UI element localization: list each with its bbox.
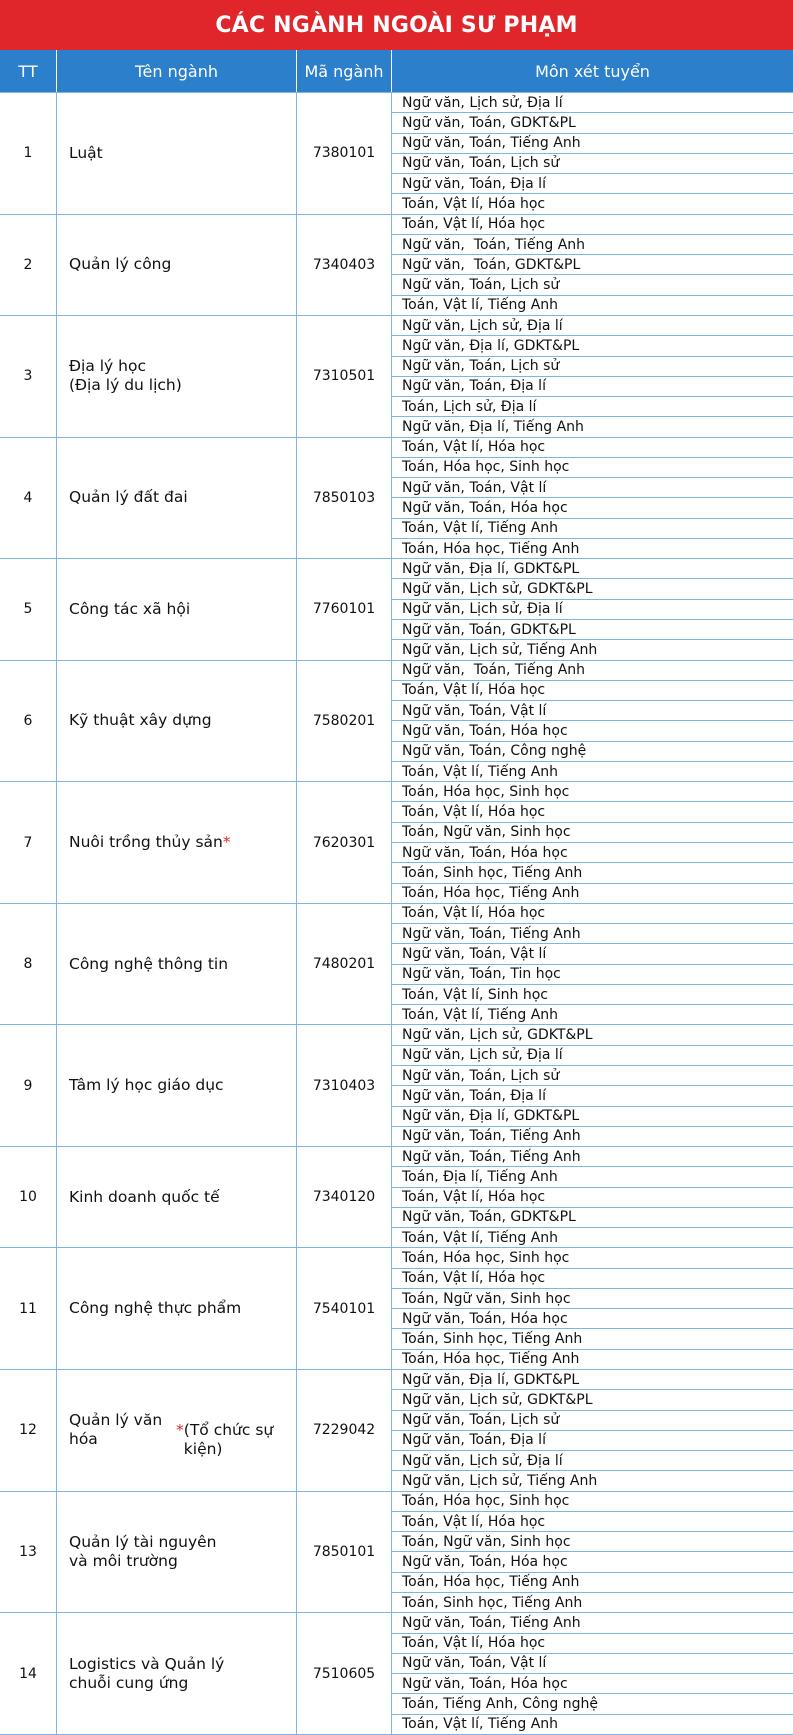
subject-combination: Ngữ văn, Địa lí, GDKT&PL xyxy=(392,335,793,355)
program-name: Kinh doanh quốc tế xyxy=(69,1187,220,1206)
header-tt: TT xyxy=(18,61,38,81)
table-row xyxy=(0,1024,793,1146)
subject-combination: Ngữ văn, Địa lí, GDKT&PL xyxy=(402,1371,580,1388)
subject-combination: Toán, Sinh học, Tiếng Anh xyxy=(392,1592,793,1612)
subject-combination: Toán, Hóa học, Sinh học xyxy=(402,1250,570,1267)
program-name: Địa lý học (Địa lý du lịch) xyxy=(69,357,182,395)
subject-combination: Toán, Hóa học, Tiếng Anh xyxy=(392,538,793,558)
subject-combination: Ngữ văn, Toán, Vật lí xyxy=(392,477,793,497)
subject-combination: Toán, Hóa học, Sinh học xyxy=(392,457,793,477)
program-code: 7620301 xyxy=(296,782,391,903)
program-name-cell xyxy=(56,782,296,903)
table-row xyxy=(0,1247,793,1369)
subject-combination: Ngữ văn, Toán, Công nghệ xyxy=(392,741,793,761)
subject-combination: Ngữ văn, Địa lí, GDKT&PL xyxy=(392,1106,793,1126)
table-row xyxy=(0,781,793,903)
subject-combination: Ngữ văn, Toán, Hóa học xyxy=(392,1673,793,1693)
asterisk-marker: * xyxy=(222,833,231,851)
subject-combination: Ngữ văn, Toán, Tin học xyxy=(392,964,793,984)
subject-combination: Ngữ văn, Toán, Tiếng Anh xyxy=(402,1148,581,1165)
subject-combination: Ngữ văn, Toán, Tiếng Anh xyxy=(402,1614,581,1631)
program-code: 7850103 xyxy=(296,438,391,559)
subject-combination: Ngữ văn, Toán, Tiếng Anh xyxy=(402,662,586,679)
page-title: CÁC NGÀNH NGOÀI SƯ PHẠM xyxy=(215,12,578,38)
program-code: 7760101 xyxy=(296,559,391,659)
program-code: 7310403 xyxy=(296,1025,391,1146)
program-name: Quản lý công xyxy=(69,255,172,274)
header-subjects: Môn xét tuyển xyxy=(391,50,793,92)
subject-combinations xyxy=(391,215,793,315)
subject-combination: Ngữ văn, Toán, GDKT&PL xyxy=(392,619,793,639)
subject-combination: Toán, Địa lí, Tiếng Anh xyxy=(392,1166,793,1186)
program-name: Quản lý đất đai xyxy=(69,488,188,507)
row-number: 14 xyxy=(19,1665,37,1682)
row-number: 1 xyxy=(23,145,33,162)
table-row xyxy=(0,92,793,214)
subject-combination: Ngữ văn, Toán, GDKT&PL xyxy=(392,112,793,132)
subject-combination: Ngữ văn, Toán, Lịch sử xyxy=(392,1410,793,1430)
subject-combinations xyxy=(391,438,793,559)
program-name-cell xyxy=(56,1025,296,1146)
program-name: Quản lý tài nguyên và môi trường xyxy=(69,1532,217,1570)
subject-combination: Ngữ văn, Địa lí, Tiếng Anh xyxy=(392,416,793,436)
row-number: 2 xyxy=(23,256,33,273)
subject-combination: Toán, Vật lí, Hóa học xyxy=(392,1187,793,1207)
program-name-cell xyxy=(56,438,296,559)
row-number: 6 xyxy=(23,712,33,729)
program-name-cell xyxy=(56,1613,296,1734)
subject-combination: Ngữ văn, Toán, Vật lí xyxy=(392,1653,793,1673)
program-name: Logistics và Quản lý chuỗi cung ứng xyxy=(69,1654,225,1692)
subject-combination: Ngữ văn, Lịch sử, Địa lí xyxy=(402,317,563,334)
program-name-cell xyxy=(56,1370,296,1491)
subject-combination: Ngữ văn, Toán, Hóa học xyxy=(392,1551,793,1571)
program-code: 7510605 xyxy=(296,1613,391,1734)
table-row xyxy=(0,1491,793,1613)
program-name-cell xyxy=(56,661,296,782)
subject-combination: Toán, Vật lí, Sinh học xyxy=(392,984,793,1004)
subject-combination: Ngữ văn, Lịch sử, Tiếng Anh xyxy=(392,639,793,659)
program-code: 7310501 xyxy=(296,316,391,437)
subject-combination: Toán, Vật lí, Hóa học xyxy=(402,216,546,233)
subject-combination: Ngữ văn, Lịch sử, Địa lí xyxy=(392,599,793,619)
program-name: Luật xyxy=(69,143,103,162)
program-name: Kỹ thuật xây dựng xyxy=(69,711,212,730)
subject-combination: Ngữ văn, Toán, Địa lí xyxy=(392,1085,793,1105)
program-name-cell xyxy=(56,559,296,659)
subject-combination: Toán, Hóa học, Tiếng Anh xyxy=(392,1572,793,1592)
program-name: Nuôi trồng thủy sản xyxy=(69,833,223,851)
subject-combination: Ngữ văn, Lịch sử, Địa lí xyxy=(402,94,563,111)
table-row xyxy=(0,315,793,437)
subject-combination: Toán, Vật lí, Hóa học xyxy=(392,680,793,700)
table-row xyxy=(0,214,793,315)
row-number: 13 xyxy=(19,1543,37,1560)
subject-combination: Toán, Vật lí, Hóa học xyxy=(392,193,793,213)
row-number: 11 xyxy=(19,1300,37,1317)
row-number: 3 xyxy=(23,368,33,385)
program-name: Quản lý văn hóa xyxy=(69,1411,163,1449)
table-row xyxy=(0,1612,793,1734)
table-row xyxy=(0,437,793,559)
table-row xyxy=(0,1369,793,1491)
header-code: Mã ngành xyxy=(296,50,391,92)
table-row xyxy=(0,660,793,782)
program-code: 7229042 xyxy=(296,1370,391,1491)
subject-combination: Toán, Vật lí, Tiếng Anh xyxy=(392,1004,793,1024)
program-code: 7480201 xyxy=(296,904,391,1025)
subject-combination: Toán, Vật lí, Hóa học xyxy=(392,801,793,821)
subject-combination: Ngữ văn, Toán, Lịch sử xyxy=(392,153,793,173)
asterisk-marker: * xyxy=(176,1420,184,1439)
program-name-cell xyxy=(56,1248,296,1369)
program-code: 7540101 xyxy=(296,1248,391,1369)
program-code: 7340120 xyxy=(296,1147,391,1247)
subject-combination: Ngữ văn, Toán, Vật lí xyxy=(392,943,793,963)
subject-combination: Toán, Sinh học, Tiếng Anh xyxy=(392,1328,793,1348)
subject-combination: Toán, Sinh học, Tiếng Anh xyxy=(392,862,793,882)
subject-combination: Toán, Vật lí, Hóa học xyxy=(402,905,546,922)
header-name: Tên ngành xyxy=(56,50,296,92)
page-title-banner xyxy=(0,0,793,50)
row-number: 12 xyxy=(19,1422,37,1439)
program-name-cell xyxy=(56,93,296,214)
subject-combination: Ngữ văn, Toán, Lịch sử xyxy=(392,356,793,376)
subject-combinations xyxy=(391,1248,793,1369)
subject-combination: Toán, Vật lí, Hóa học xyxy=(392,1511,793,1531)
subject-combination: Ngữ văn, Toán, Lịch sử xyxy=(392,1065,793,1085)
subject-combination: Ngữ văn, Lịch sử, Địa lí xyxy=(392,1450,793,1470)
subject-combination: Toán, Vật lí, Hóa học xyxy=(392,1633,793,1653)
subject-combination: Toán, Tiếng Anh, Công nghệ xyxy=(392,1693,793,1713)
subject-combinations xyxy=(391,93,793,214)
subject-combination: Toán, Ngữ văn, Sinh học xyxy=(392,1288,793,1308)
row-number: 5 xyxy=(23,601,33,618)
subject-combination: Ngữ văn, Toán, Hóa học xyxy=(392,842,793,862)
program-code: 7580201 xyxy=(296,661,391,782)
subject-combination: Ngữ văn, Toán, Tiếng Anh xyxy=(392,1126,793,1146)
subject-combination: Toán, Ngữ văn, Sinh học xyxy=(392,822,793,842)
table-row xyxy=(0,558,793,659)
program-name: Công nghệ thực phẩm xyxy=(69,1299,242,1318)
subject-combination: Toán, Hóa học, Tiếng Anh xyxy=(392,883,793,903)
subject-combination: Toán, Hóa học, Tiếng Anh xyxy=(392,1349,793,1369)
subject-combinations xyxy=(391,316,793,437)
subject-combination: Toán, Vật lí, Hóa học xyxy=(392,1268,793,1288)
subject-combination: Ngữ văn, Lịch sử, GDKT&PL xyxy=(402,1027,593,1044)
subject-combination: Ngữ văn, Toán, Tiếng Anh xyxy=(392,923,793,943)
subject-combinations xyxy=(391,1613,793,1734)
subject-combination: Toán, Hóa học, Sinh học xyxy=(402,783,570,800)
subject-combinations xyxy=(391,559,793,659)
row-number: 9 xyxy=(23,1077,33,1094)
subject-combinations xyxy=(391,1147,793,1247)
subject-combinations xyxy=(391,782,793,903)
table-row xyxy=(0,1146,793,1247)
program-name-cell xyxy=(56,1147,296,1247)
subject-combination: Ngữ văn, Toán, Địa lí xyxy=(392,1430,793,1450)
table-row xyxy=(0,903,793,1025)
subject-combination: Ngữ văn, Toán, GDKT&PL xyxy=(392,254,793,274)
subject-combination: Toán, Lịch sử, Địa lí xyxy=(392,396,793,416)
subject-combination: Toán, Vật lí, Tiếng Anh xyxy=(392,518,793,538)
subject-combination: Ngữ văn, Lịch sử, Tiếng Anh xyxy=(392,1470,793,1490)
subject-combination: Ngữ văn, Toán, Tiếng Anh xyxy=(392,133,793,153)
subject-combinations xyxy=(391,1025,793,1146)
row-number: 8 xyxy=(23,956,33,973)
subject-combination: Toán, Vật lí, Tiếng Anh xyxy=(392,1714,793,1734)
subject-combination: Ngữ văn, Toán, Hóa học xyxy=(392,1308,793,1328)
subject-combination: Ngữ văn, Toán, Hóa học xyxy=(392,497,793,517)
program-name-cell xyxy=(56,904,296,1025)
subject-combinations xyxy=(391,904,793,1025)
program-code: 7850101 xyxy=(296,1492,391,1613)
program-name: Tâm lý học giáo dục xyxy=(69,1076,224,1095)
subject-combination: Toán, Vật lí, Hóa học xyxy=(402,439,546,456)
subject-combination: Toán, Vật lí, Tiếng Anh xyxy=(392,761,793,781)
subject-combinations xyxy=(391,1492,793,1613)
subject-combination: Toán, Ngữ văn, Sinh học xyxy=(392,1531,793,1551)
subject-combination: Ngữ văn, Toán, Vật lí xyxy=(392,700,793,720)
program-code: 7340403 xyxy=(296,215,391,315)
subject-combination: Ngữ văn, Lịch sử, Địa lí xyxy=(392,1045,793,1065)
subject-combination: Toán, Vật lí, Tiếng Anh xyxy=(392,1227,793,1247)
row-number: 10 xyxy=(19,1189,37,1206)
subject-combination: Toán, Vật lí, Tiếng Anh xyxy=(392,295,793,315)
program-name-cell xyxy=(56,215,296,315)
subject-combinations xyxy=(391,1370,793,1491)
program-table xyxy=(0,92,793,1735)
subject-combination: Ngữ văn, Toán, GDKT&PL xyxy=(392,1207,793,1227)
subject-combination: Ngữ văn, Toán, Địa lí xyxy=(392,376,793,396)
table-header xyxy=(0,50,793,92)
subject-combination: Ngữ văn, Địa lí, GDKT&PL xyxy=(402,560,580,577)
row-number: 4 xyxy=(23,489,33,506)
subject-combination: Ngữ văn, Lịch sử, GDKT&PL xyxy=(392,1389,793,1409)
program-name: Công tác xã hội xyxy=(69,599,191,618)
row-number: 7 xyxy=(23,834,33,851)
program-name: Công nghệ thông tin xyxy=(69,954,229,973)
subject-combination: Ngữ văn, Toán, Địa lí xyxy=(392,173,793,193)
subject-combination: Ngữ văn, Toán, Lịch sử xyxy=(392,274,793,294)
subject-combination: Ngữ văn, Toán, Hóa học xyxy=(392,720,793,740)
subject-combination: Toán, Hóa học, Sinh học xyxy=(402,1493,570,1510)
program-name-cell xyxy=(56,1492,296,1613)
program-name-cell xyxy=(56,316,296,437)
subject-combinations xyxy=(391,661,793,782)
subject-combination: Ngữ văn, Toán, Tiếng Anh xyxy=(392,234,793,254)
program-code: 7380101 xyxy=(296,93,391,214)
program-name-subtitle: (Tổ chức sự kiện) xyxy=(183,1420,274,1458)
subject-combination: Ngữ văn, Lịch sử, GDKT&PL xyxy=(392,578,793,598)
